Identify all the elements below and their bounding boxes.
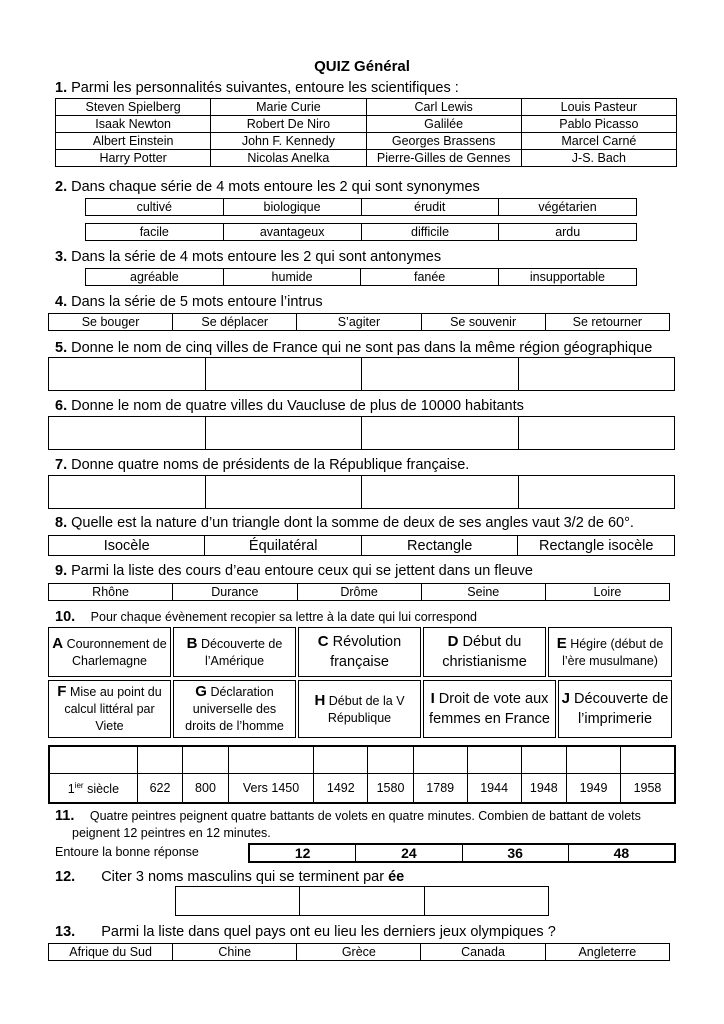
- table-cell[interactable]: Loire: [545, 584, 669, 601]
- event-card-d: [423, 627, 546, 677]
- answer-cell[interactable]: [205, 476, 362, 509]
- question-text: Parmi la liste dans quel pays ont eu lieu les derniers jeux olympiques ?: [101, 924, 556, 940]
- answer-cell[interactable]: [228, 746, 314, 774]
- table-cell[interactable]: Pablo Picasso: [521, 116, 676, 133]
- date-cell: 1492: [314, 774, 368, 804]
- date-cell: 622: [137, 774, 182, 804]
- answer-cell[interactable]: [137, 746, 182, 774]
- table-cell[interactable]: J-S. Bach: [521, 150, 676, 167]
- event-card-i: [423, 680, 556, 738]
- table-cell[interactable]: John F. Kennedy: [211, 133, 366, 150]
- table-row: [86, 199, 637, 216]
- question-3: [55, 249, 441, 265]
- table-cell[interactable]: Carl Lewis: [366, 99, 521, 116]
- table-cell[interactable]: fanée: [361, 269, 499, 286]
- table-cell[interactable]: avantageux: [223, 224, 361, 241]
- table-row: [49, 584, 670, 601]
- event-text: Hégire (début de l’ère musulmane): [562, 636, 664, 668]
- q10-date-table: [48, 745, 676, 804]
- question-11: [55, 808, 641, 824]
- date-text: 1: [67, 782, 75, 797]
- q6-answer-table: [48, 416, 675, 450]
- question-number: 2.: [55, 179, 68, 195]
- answer-cell[interactable]: [362, 476, 519, 509]
- answer-cell[interactable]: [205, 417, 362, 450]
- table-cell[interactable]: Robert De Niro: [211, 116, 366, 133]
- table-cell[interactable]: Nicolas Anelka: [211, 150, 366, 167]
- question-10: [55, 609, 477, 625]
- question-text: Donne quatre noms de présidents de la République française.: [71, 457, 470, 473]
- q5-answer-table: [48, 357, 675, 391]
- answer-cell[interactable]: [368, 746, 413, 774]
- date-sup: ier: [74, 781, 84, 791]
- question-1: [55, 80, 459, 96]
- question-bold-suffix: ée: [388, 869, 405, 885]
- event-text: Découverte de l’Amérique: [201, 636, 283, 668]
- table-cell[interactable]: Se bouger: [49, 314, 173, 331]
- question-number: 1.: [55, 80, 68, 96]
- question-text: Donne le nom de quatre villes du Vaucluse de plus de 10000 habitants: [71, 398, 524, 414]
- answer-cell[interactable]: [183, 746, 228, 774]
- table-cell[interactable]: Isaak Newton: [56, 116, 211, 133]
- date-cell: 1580: [368, 774, 413, 804]
- table-cell[interactable]: érudit: [361, 199, 499, 216]
- option-cell[interactable]: 12: [249, 844, 356, 862]
- table-row: [49, 774, 675, 804]
- date-cell: 1944: [467, 774, 521, 804]
- answer-cell[interactable]: [567, 746, 621, 774]
- event-letter: C: [317, 633, 329, 650]
- table-cell[interactable]: Rectangle isocèle: [518, 536, 675, 556]
- q1-table: [55, 98, 677, 167]
- event-letter: F: [57, 683, 67, 700]
- table-row: [56, 99, 677, 116]
- table-cell[interactable]: Canada: [421, 944, 545, 961]
- question-text: Citer 3 noms masculins qui se terminent par: [101, 869, 389, 885]
- question-12: [55, 869, 404, 885]
- date-cell: 1958: [620, 774, 675, 804]
- table-row: [86, 269, 637, 286]
- answer-cell[interactable]: [620, 746, 675, 774]
- event-card-g: [173, 680, 296, 738]
- table-cell[interactable]: végétarien: [499, 199, 637, 216]
- q4-table: [48, 313, 670, 331]
- event-card-e: [548, 627, 672, 677]
- answer-cell[interactable]: [300, 887, 424, 916]
- event-letter: H: [314, 691, 326, 709]
- event-card-j: [558, 680, 672, 738]
- option-cell[interactable]: 48: [568, 844, 675, 862]
- table-cell[interactable]: Angleterre: [545, 944, 669, 961]
- date-cell: Vers 1450: [228, 774, 314, 804]
- date-cell: 1789: [413, 774, 467, 804]
- question-5: [55, 340, 652, 356]
- table-cell[interactable]: Isocèle: [49, 536, 205, 556]
- page-title: QUIZ Général: [314, 58, 410, 75]
- question-6: [55, 398, 524, 414]
- table-cell[interactable]: Georges Brassens: [366, 133, 521, 150]
- table-cell[interactable]: Louis Pasteur: [521, 99, 676, 116]
- question-number: 3.: [55, 249, 68, 265]
- table-cell[interactable]: facile: [86, 224, 224, 241]
- table-cell[interactable]: Équilatéral: [205, 536, 362, 556]
- question-13: [55, 924, 556, 940]
- table-cell[interactable]: cultivé: [86, 199, 224, 216]
- question-11-line-2: peignent 12 peintres en 12 minutes.: [72, 826, 271, 840]
- event-card-a: [48, 627, 171, 677]
- question-2: [55, 179, 480, 195]
- question-text: Parmi les personnalités suivantes, entoure les scientifiques :: [71, 80, 459, 96]
- table-cell[interactable]: Rhône: [49, 584, 173, 601]
- answer-cell[interactable]: [362, 417, 519, 450]
- event-text: Déclaration universelle des droits de l’homme: [185, 685, 284, 733]
- table-cell[interactable]: Harry Potter: [56, 150, 211, 167]
- question-number: 10.: [55, 609, 76, 625]
- date-cell: 1949: [567, 774, 621, 804]
- date-cell: 800: [183, 774, 228, 804]
- table-cell[interactable]: S’agiter: [297, 314, 421, 331]
- date-cell: [49, 774, 137, 804]
- question-number: 12.: [55, 869, 76, 885]
- event-letter: E: [556, 634, 567, 652]
- q9-table: [48, 583, 670, 601]
- table-cell[interactable]: Chine: [173, 944, 297, 961]
- table-row: [176, 887, 549, 916]
- event-text: Révolution française: [330, 634, 402, 670]
- question-text: Parmi la liste des cours d’eau entoure ceux qui se jettent dans un fleuve: [71, 563, 533, 579]
- answer-cell[interactable]: [49, 417, 206, 450]
- option-cell[interactable]: 36: [462, 844, 568, 862]
- table-cell[interactable]: Marcel Carné: [521, 133, 676, 150]
- answer-cell[interactable]: [518, 476, 675, 509]
- table-cell[interactable]: Grèce: [297, 944, 421, 961]
- table-cell[interactable]: Albert Einstein: [56, 133, 211, 150]
- table-cell[interactable]: Durance: [173, 584, 297, 601]
- question-number: 6.: [55, 398, 68, 414]
- answer-cell[interactable]: [205, 358, 362, 391]
- event-letter: J: [561, 690, 570, 707]
- question-number: 9.: [55, 563, 68, 579]
- table-cell[interactable]: biologique: [223, 199, 361, 216]
- answer-cell[interactable]: [362, 358, 519, 391]
- q13-table: [48, 943, 670, 961]
- q3-table: [85, 268, 637, 286]
- q2-table-1: [85, 198, 637, 216]
- question-number: 4.: [55, 294, 68, 310]
- event-card-f: [48, 680, 171, 738]
- table-row: [49, 476, 675, 509]
- question-8: [55, 515, 634, 531]
- table-row: [49, 536, 675, 556]
- question-number: 8.: [55, 515, 68, 531]
- table-cell[interactable]: Se retourner: [545, 314, 669, 331]
- table-row: [49, 314, 670, 331]
- answer-cell[interactable]: [49, 358, 206, 391]
- table-cell[interactable]: Se souvenir: [421, 314, 545, 331]
- event-letter: A: [52, 634, 64, 652]
- event-card-c: [298, 627, 421, 677]
- answer-cell[interactable]: [49, 746, 137, 774]
- q11-instruction: Entoure la bonne réponse: [55, 845, 199, 859]
- table-cell[interactable]: Se déplacer: [173, 314, 297, 331]
- event-letter: G: [195, 683, 207, 700]
- q2-table-2: [85, 223, 637, 241]
- answer-cell[interactable]: [518, 417, 675, 450]
- answer-cell[interactable]: [424, 887, 548, 916]
- question-text: Donne le nom de cinq villes de France qui ne sont pas dans la même région géographique: [71, 340, 653, 356]
- answer-cell[interactable]: [176, 887, 300, 916]
- answer-cell[interactable]: [49, 476, 206, 509]
- question-text: Dans la série de 4 mots entoure les 2 qui sont antonymes: [71, 249, 442, 265]
- event-letter: B: [186, 634, 198, 652]
- question-number: 13.: [55, 924, 76, 940]
- question-number: 11.: [55, 808, 75, 824]
- table-cell[interactable]: Afrique du Sud: [49, 944, 173, 961]
- q7-answer-table: [48, 475, 675, 509]
- event-card-h: [298, 680, 421, 738]
- event-text: Début de la V République: [327, 693, 405, 725]
- answer-cell[interactable]: [467, 746, 521, 774]
- event-text: Mise au point du calcul littéral par Viete: [64, 685, 162, 733]
- table-cell[interactable]: difficile: [361, 224, 499, 241]
- q11-options-table: [248, 843, 676, 863]
- table-cell[interactable]: Drôme: [297, 584, 421, 601]
- table-cell[interactable]: agréable: [86, 269, 224, 286]
- event-card-b: [173, 627, 296, 677]
- answer-cell[interactable]: [521, 746, 566, 774]
- answer-cell[interactable]: [518, 358, 675, 391]
- event-text: Découverte de l’imprimerie: [574, 691, 669, 727]
- q8-table: [48, 535, 675, 556]
- event-letter: I: [430, 690, 435, 707]
- question-number: 7.: [55, 457, 68, 473]
- event-text: Droit de vote aux femmes en France: [429, 691, 550, 727]
- table-cell[interactable]: humide: [223, 269, 361, 286]
- event-text: Début du christianisme: [442, 634, 527, 670]
- table-row: [56, 133, 677, 150]
- table-row: [49, 944, 670, 961]
- question-text: Pour chaque évènement recopier sa lettre à la date qui lui correspond: [90, 610, 478, 624]
- answer-cell[interactable]: [314, 746, 368, 774]
- q12-answer-table: [175, 886, 549, 916]
- question-9: [55, 563, 533, 579]
- answer-cell[interactable]: [413, 746, 467, 774]
- table-row: [56, 150, 677, 167]
- table-cell[interactable]: Galilée: [366, 116, 521, 133]
- question-4: [55, 294, 323, 310]
- table-cell[interactable]: Rectangle: [361, 536, 518, 556]
- event-text: Couronnement de Charlemagne: [66, 636, 167, 668]
- table-row: [86, 224, 637, 241]
- date-text: siècle: [83, 782, 120, 797]
- table-cell[interactable]: insupportable: [498, 269, 636, 286]
- option-cell[interactable]: 24: [356, 844, 462, 862]
- table-cell[interactable]: Steven Spielberg: [56, 99, 211, 116]
- table-cell[interactable]: Marie Curie: [211, 99, 366, 116]
- table-cell[interactable]: Seine: [421, 584, 545, 601]
- table-row: [249, 844, 675, 862]
- table-cell[interactable]: Pierre-Gilles de Gennes: [366, 150, 521, 167]
- question-text: Quatre peintres peignent quatre battants de volets en quatre minutes. Combien de battant de volets: [89, 809, 641, 823]
- date-cell: 1948: [521, 774, 566, 804]
- event-letter: D: [447, 633, 459, 650]
- table-row: [49, 358, 675, 391]
- table-row: [56, 116, 677, 133]
- question-text: Quelle est la nature d’un triangle dont la somme de deux de ses angles vaut 3/2 de 60°.: [71, 515, 634, 531]
- table-row: [49, 417, 675, 450]
- table-row: [49, 746, 675, 774]
- question-text: Dans chaque série de 4 mots entoure les 2 qui sont synonymes: [71, 179, 480, 195]
- question-7: [55, 457, 469, 473]
- question-text: Dans la série de 5 mots entoure l’intrus: [71, 294, 323, 310]
- table-cell[interactable]: ardu: [499, 224, 637, 241]
- question-number: 5.: [55, 340, 68, 356]
